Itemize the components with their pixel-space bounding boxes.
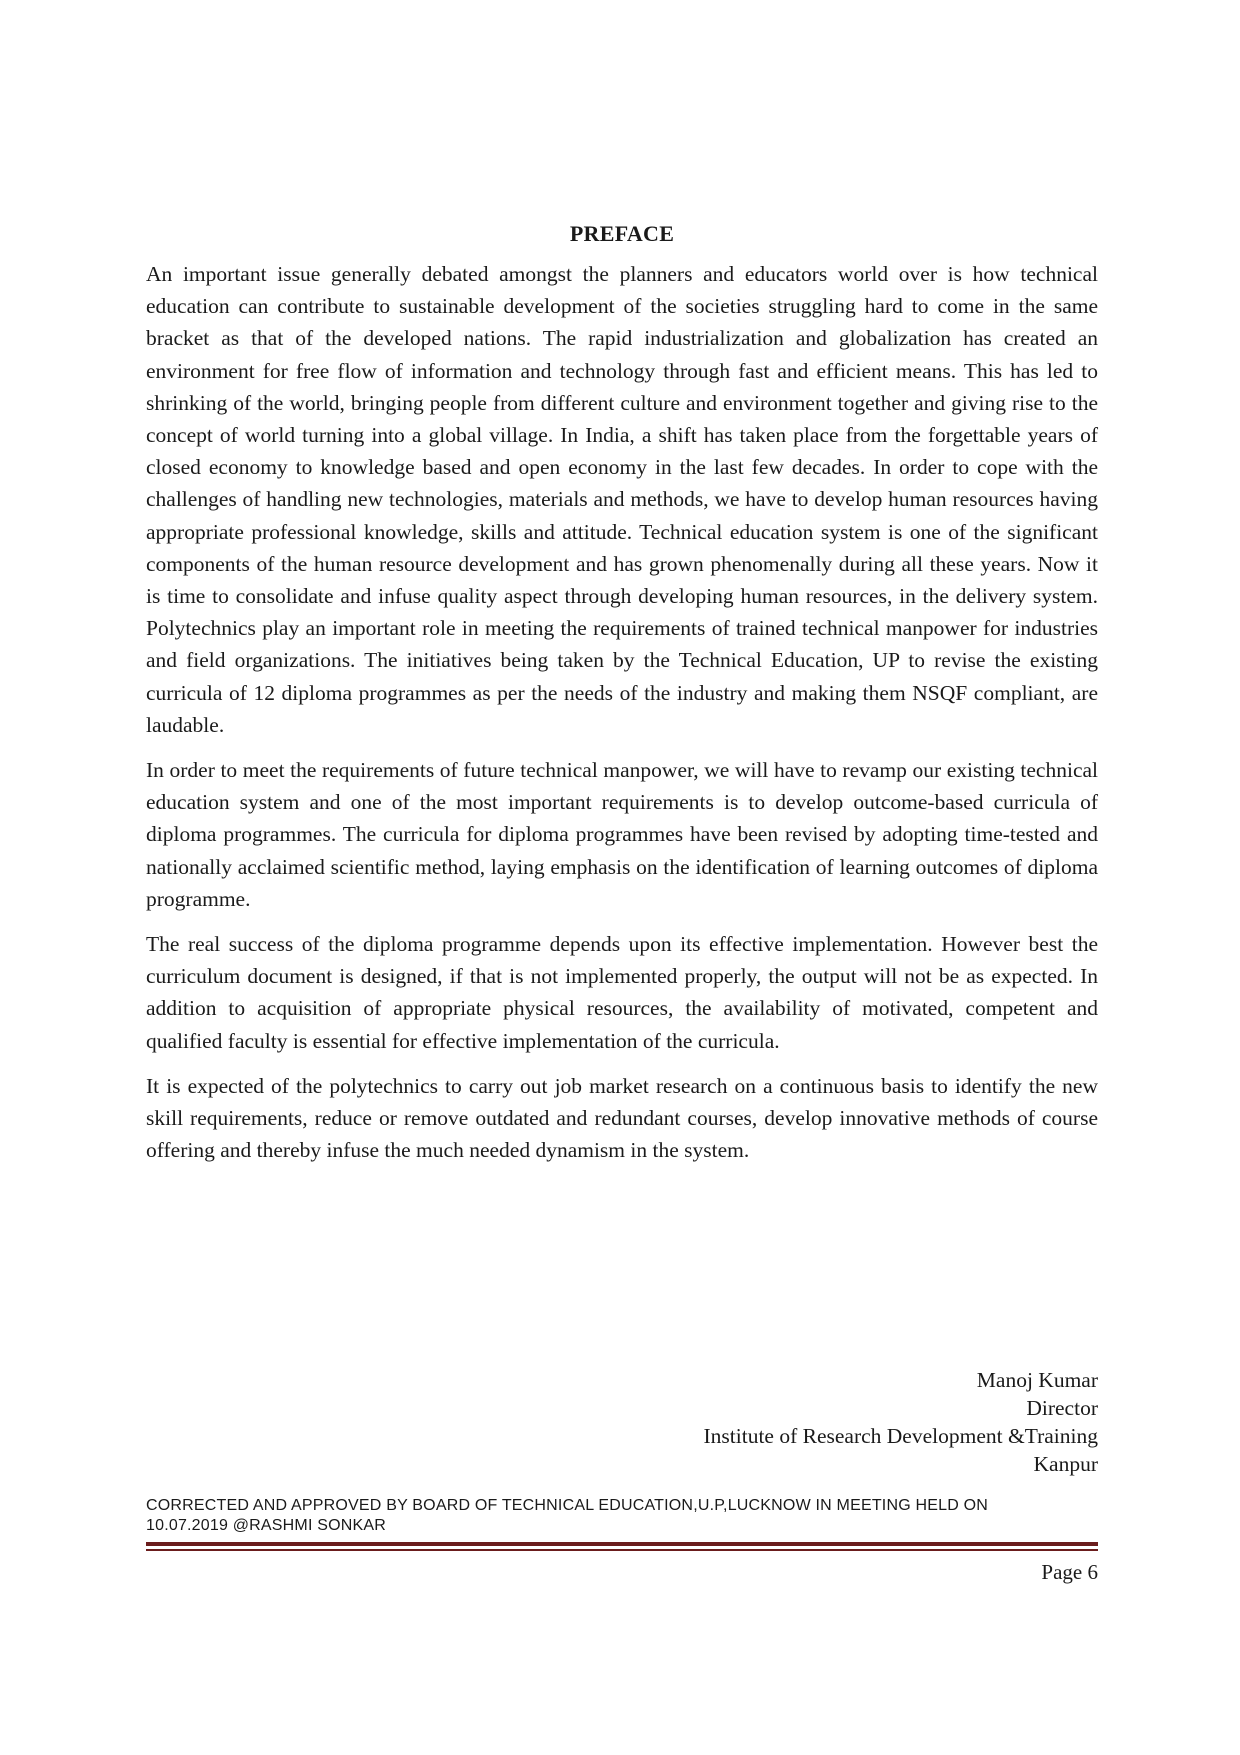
paragraph-3: The real success of the diploma programme depends upon its effective implementation. However best the curriculum document is designed, if that is not implemented properly, the output will not be as expected. In addition to acquisition of appropriate physical resources, the availability of motivated, competent and qualified faculty is essential for effective implementation of the curricula.	[146, 932, 1098, 1053]
approval-note	[146, 1496, 1098, 1536]
paragraph-1: An important issue generally debated amongst the planners and educators world over is how technical education can contribute to sustainable development of the societies struggling hard to come in the same bracket as that of the developed nations. The rapid industrialization and globalization has created an environment for free flow of information and technology through fast and efficient means. This has led to shrinking of the world, bringing people from different culture and environment together and giving rise to the concept of world turning into a global village. In India, a shift has taken place from the forgettable years of closed economy to knowledge based and open economy in the last few decades. In order to cope with the challenges of handling new technologies, materials and methods, we have to develop human resources having appropriate professional knowledge, skills and attitude. Technical education system is one of the significant components of the human resource development and has grown phenomenally during all these years. Now it is time to consolidate and infuse quality aspect through developing human resources, in the delivery system. Polytechnics play an important role in meeting the requirements of trained technical manpower for industries and field organizations. The initiatives being taken by the Technical Education, UP to revise the existing curricula of 12 diploma programmes as per the needs of the industry and making them NSQF compliant, are laudable.	[146, 262, 1098, 737]
signatory-institute: Institute of Research Development &Training	[703, 1424, 1098, 1448]
approval-note-line-2: 10.07.2019 @RASHMI SONKAR	[146, 1517, 387, 1534]
paragraph-4: It is expected of the polytechnics to carry out job market research on a continuous basis to identify the new skill requirements, reduce or remove outdated and redundant courses, develop innovative methods of course offering and thereby infuse the much needed dynamism in the system.	[146, 1073, 1098, 1163]
page-title: PREFACE	[569, 221, 675, 246]
signatory-city: Kanpur	[1033, 1452, 1098, 1476]
footer-divider-thin	[146, 1549, 1098, 1551]
signature-block	[704, 1366, 1099, 1478]
signatory-designation: Director	[1026, 1396, 1098, 1420]
signatory-name: Manoj Kumar	[976, 1368, 1098, 1392]
approval-note-line-1: CORRECTED AND APPROVED BY BOARD OF TECHNICAL EDUCATION,U.P,LUCKNOW IN MEETING HELD ON	[146, 1497, 989, 1514]
paragraph-2: In order to meet the requirements of future technical manpower, we will have to revamp our existing technical education system and one of the most important requirements is to develop outcome-based curricula of diploma programmes. The curricula for diploma programmes have been revised by adopting time-tested and nationally acclaimed scientific method, laying emphasis on the identification of learning outcomes of diploma programme.	[146, 758, 1098, 911]
page-number: Page 6	[1041, 1560, 1098, 1584]
document-body	[146, 218, 1098, 1179]
footer-divider-thick	[146, 1542, 1098, 1546]
